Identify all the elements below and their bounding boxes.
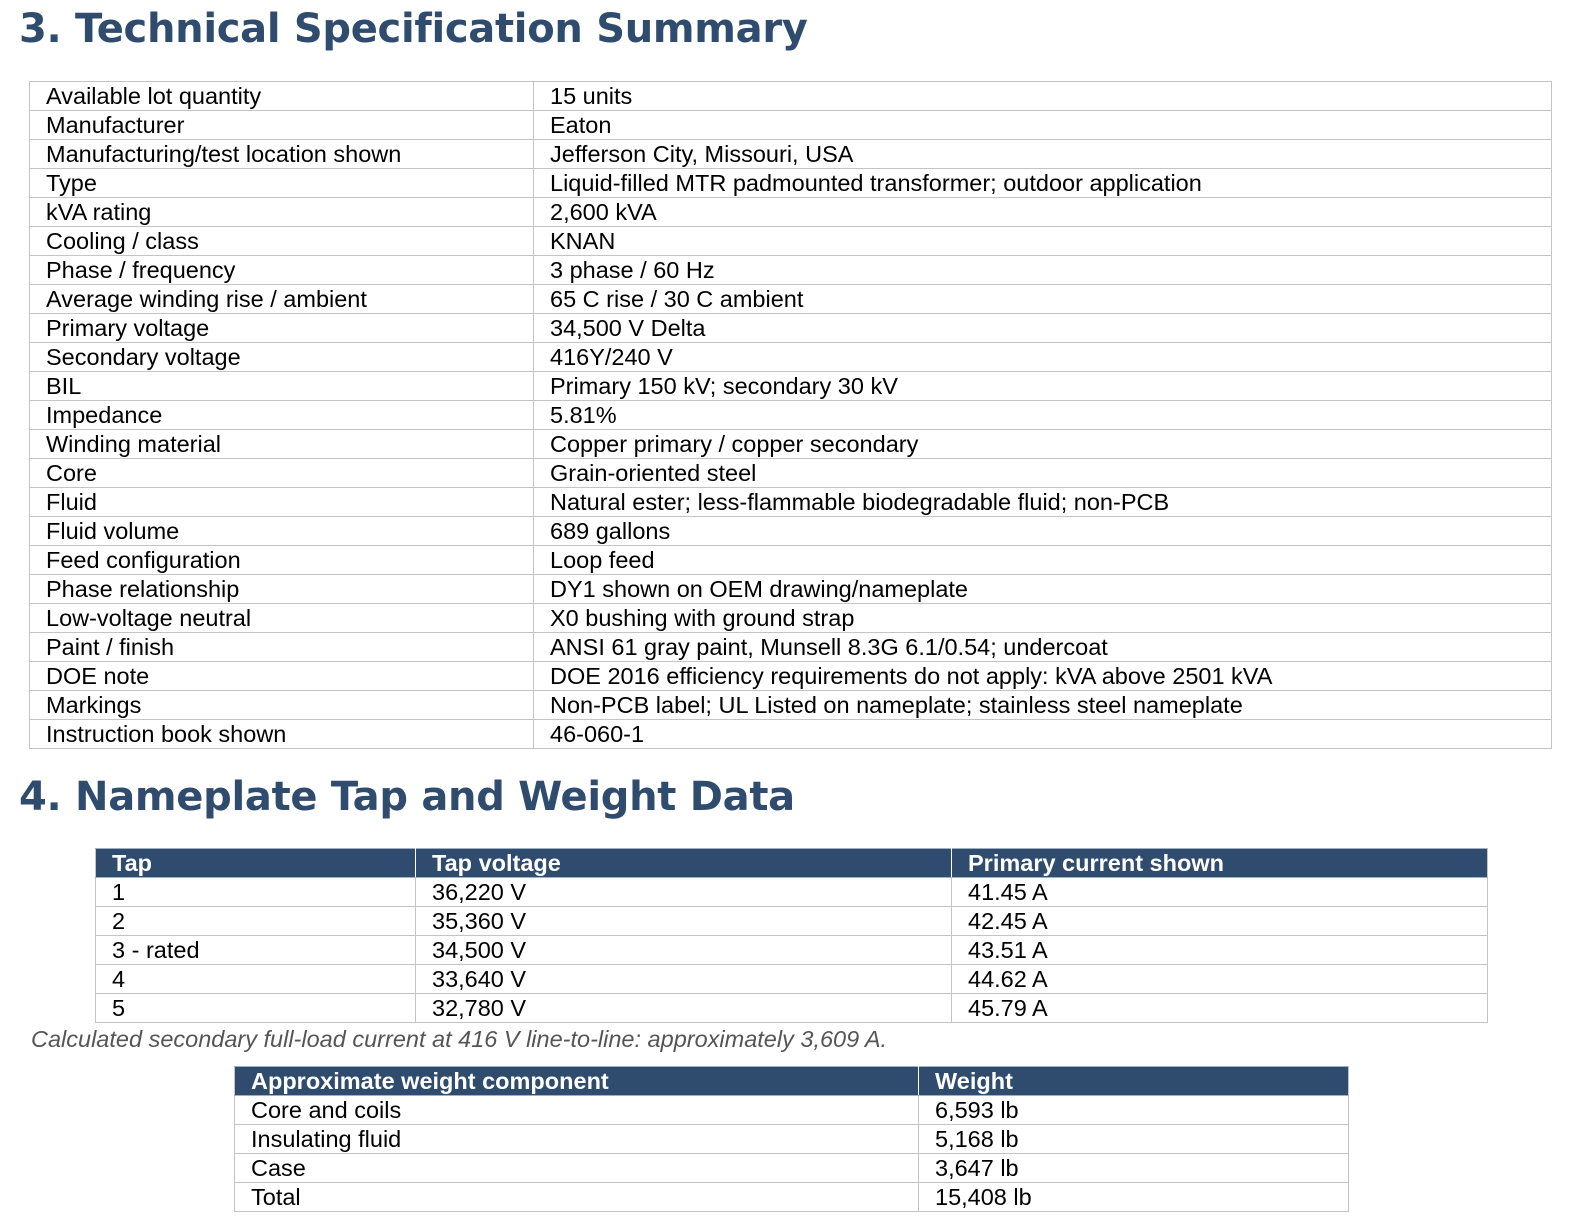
spec-row: [30, 720, 1552, 749]
tap-row: [96, 994, 1488, 1023]
tap-number: 2: [96, 907, 416, 936]
spec-value: KNAN: [534, 227, 1552, 256]
spec-row: [30, 111, 1552, 140]
tap-voltage: 35,360 V: [416, 907, 952, 936]
spec-label: Markings: [30, 691, 534, 720]
spec-row: [30, 256, 1552, 285]
tap-header-voltage: Tap voltage: [416, 849, 952, 878]
tap-number: 1: [96, 878, 416, 907]
spec-row: [30, 169, 1552, 198]
weight-table-body: [235, 1096, 1349, 1212]
primary-current: 42.45 A: [952, 907, 1488, 936]
spec-value: X0 bushing with ground strap: [534, 604, 1552, 633]
spec-label: Average winding rise / ambient: [30, 285, 534, 314]
spec-value: Primary 150 kV; secondary 30 kV: [534, 372, 1552, 401]
spec-table-body: [30, 82, 1552, 749]
section-4-title: 4. Nameplate Tap and Weight Data: [19, 774, 795, 820]
tap-number: 4: [96, 965, 416, 994]
weight-row: [235, 1125, 1349, 1154]
spec-label: Instruction book shown: [30, 720, 534, 749]
spec-label: Phase / frequency: [30, 256, 534, 285]
spec-value: 46-060-1: [534, 720, 1552, 749]
weight-value: 6,593 lb: [919, 1096, 1349, 1125]
weight-table-header-row: [235, 1067, 1349, 1096]
spec-row: [30, 343, 1552, 372]
spec-value: Loop feed: [534, 546, 1552, 575]
spec-label: Impedance: [30, 401, 534, 430]
tap-table: [95, 848, 1488, 1023]
spec-row: [30, 633, 1552, 662]
weight-value: 5,168 lb: [919, 1125, 1349, 1154]
spec-label: Phase relationship: [30, 575, 534, 604]
spec-value: 5.81%: [534, 401, 1552, 430]
tap-voltage: 32,780 V: [416, 994, 952, 1023]
spec-value: Liquid-filled MTR padmounted transformer; outdoor application: [534, 169, 1552, 198]
spec-label: DOE note: [30, 662, 534, 691]
tap-voltage: 34,500 V: [416, 936, 952, 965]
weight-table: [234, 1066, 1349, 1212]
tap-voltage: 33,640 V: [416, 965, 952, 994]
spec-label: Fluid: [30, 488, 534, 517]
tap-row: [96, 878, 1488, 907]
tap-row: [96, 936, 1488, 965]
calculation-note: Calculated secondary full-load current at 416 V line-to-line: approximately 3,609 A.: [31, 1026, 888, 1052]
spec-value: Jefferson City, Missouri, USA: [534, 140, 1552, 169]
spec-value: DOE 2016 efficiency requirements do not apply: kVA above 2501 kVA: [534, 662, 1552, 691]
weight-row: [235, 1096, 1349, 1125]
spec-label: Type: [30, 169, 534, 198]
weight-row: [235, 1154, 1349, 1183]
tap-row: [96, 965, 1488, 994]
spec-label: Primary voltage: [30, 314, 534, 343]
weight-header-component: Approximate weight component: [235, 1067, 919, 1096]
spec-label: Paint / finish: [30, 633, 534, 662]
tap-number: 3 - rated: [96, 936, 416, 965]
spec-value: 15 units: [534, 82, 1552, 111]
tap-header-current: Primary current shown: [952, 849, 1488, 878]
spec-row: [30, 662, 1552, 691]
spec-label: Core: [30, 459, 534, 488]
spec-row: [30, 459, 1552, 488]
spec-row: [30, 546, 1552, 575]
spec-row: [30, 198, 1552, 227]
spec-value: 34,500 V Delta: [534, 314, 1552, 343]
spec-label: Secondary voltage: [30, 343, 534, 372]
weight-component: Core and coils: [235, 1096, 919, 1125]
spec-value: 689 gallons: [534, 517, 1552, 546]
spec-label: Manufacturer: [30, 111, 534, 140]
spec-value: DY1 shown on OEM drawing/nameplate: [534, 575, 1552, 604]
spec-label: kVA rating: [30, 198, 534, 227]
tap-table-header-row: [96, 849, 1488, 878]
weight-value: 15,408 lb: [919, 1183, 1349, 1212]
primary-current: 43.51 A: [952, 936, 1488, 965]
weight-component: Insulating fluid: [235, 1125, 919, 1154]
spec-row: [30, 575, 1552, 604]
spec-label: Feed configuration: [30, 546, 534, 575]
tap-table-body: [96, 878, 1488, 1023]
spec-label: Low-voltage neutral: [30, 604, 534, 633]
spec-value: Eaton: [534, 111, 1552, 140]
primary-current: 41.45 A: [952, 878, 1488, 907]
spec-value: 416Y/240 V: [534, 343, 1552, 372]
spec-label: BIL: [30, 372, 534, 401]
spec-row: [30, 372, 1552, 401]
tap-number: 5: [96, 994, 416, 1023]
spec-row: [30, 691, 1552, 720]
spec-row: [30, 604, 1552, 633]
spec-value: Non-PCB label; UL Listed on nameplate; stainless steel nameplate: [534, 691, 1552, 720]
weight-component: Total: [235, 1183, 919, 1212]
spec-row: [30, 517, 1552, 546]
spec-row: [30, 314, 1552, 343]
spec-row: [30, 140, 1552, 169]
tap-voltage: 36,220 V: [416, 878, 952, 907]
spec-value: ANSI 61 gray paint, Munsell 8.3G 6.1/0.54; undercoat: [534, 633, 1552, 662]
primary-current: 45.79 A: [952, 994, 1488, 1023]
spec-row: [30, 430, 1552, 459]
spec-row: [30, 285, 1552, 314]
tap-header-tap: Tap: [96, 849, 416, 878]
spec-row: [30, 401, 1552, 430]
spec-value: 2,600 kVA: [534, 198, 1552, 227]
primary-current: 44.62 A: [952, 965, 1488, 994]
weight-header-weight: Weight: [919, 1067, 1349, 1096]
spec-label: Available lot quantity: [30, 82, 534, 111]
spec-row: [30, 82, 1552, 111]
spec-label: Winding material: [30, 430, 534, 459]
weight-component: Case: [235, 1154, 919, 1183]
spec-label: Manufacturing/test location shown: [30, 140, 534, 169]
spec-row: [30, 488, 1552, 517]
spec-table: [29, 81, 1552, 749]
spec-row: [30, 227, 1552, 256]
spec-value: 3 phase / 60 Hz: [534, 256, 1552, 285]
spec-value: Grain-oriented steel: [534, 459, 1552, 488]
spec-value: Natural ester; less-flammable biodegradable fluid; non-PCB: [534, 488, 1552, 517]
weight-value: 3,647 lb: [919, 1154, 1349, 1183]
spec-label: Cooling / class: [30, 227, 534, 256]
weight-row: [235, 1183, 1349, 1212]
section-3-title: 3. Technical Specification Summary: [19, 6, 808, 52]
tap-row: [96, 907, 1488, 936]
spec-value: 65 C rise / 30 C ambient: [534, 285, 1552, 314]
spec-label: Fluid volume: [30, 517, 534, 546]
spec-value: Copper primary / copper secondary: [534, 430, 1552, 459]
